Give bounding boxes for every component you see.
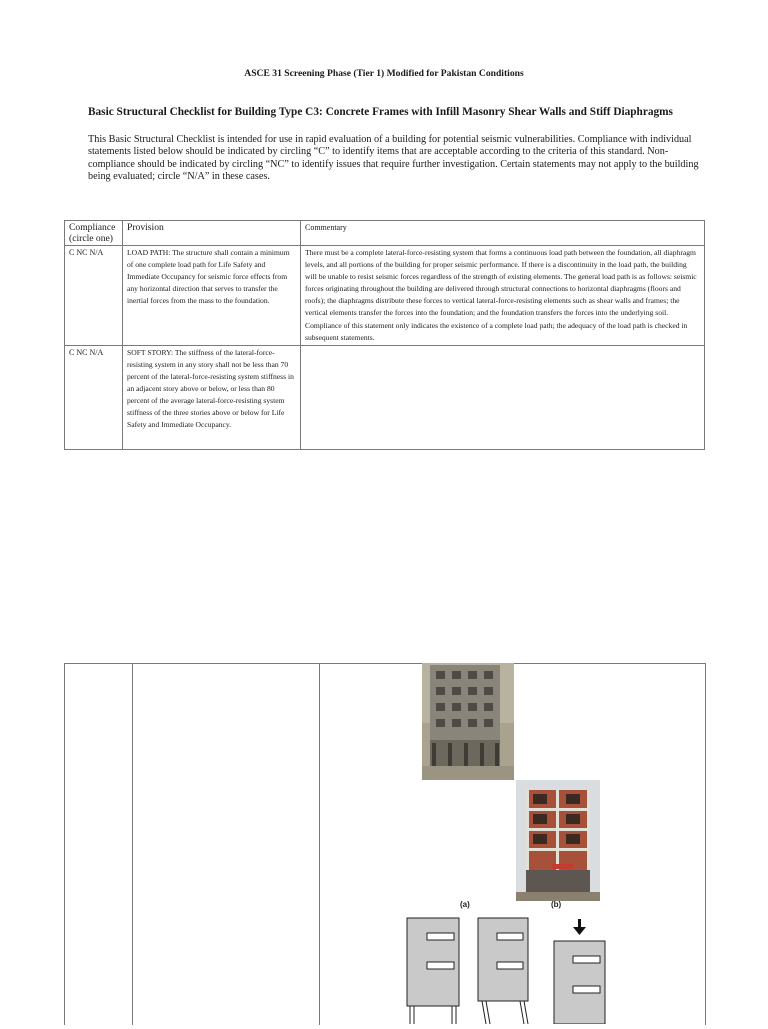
commentary-text: There must be a complete lateral-force-resisting system that forms a continuous load path between the foundation, all diaphragm levels, and all portions of the building for proper seismic performance. If there is a discontinuity in the load path, the building will be unable to resist seismic forces regardless of the strength of existing elements. The general load path is as follows: seismic forces originating throughout the building are delivered through structural connections to horizontal diaphragms (floors and roofs); the diaphragms distribute these forces to vertical lateral-force-resisting elements such as shear walls and frames; the vertical elements transfer the forces into the foundation; and the foundation transfers the forces into the underlying soil. Compliance of this statement only indicates the existence of a complete load path; the adequacy of the load path is checked in subsequent statements. (301, 246, 705, 346)
commentary-text (301, 345, 705, 449)
soft-story-photo-b (516, 780, 600, 901)
header-commentary: Commentary (301, 221, 705, 246)
provision-text: LOAD PATH: The structure shall contain a minimum of one complete load path for Life Safety and Immediate Occupancy for seismic force effects from any horizontal direction that serves to transfer the inertial forces from the mass to the foundation. (123, 246, 301, 346)
checklist-table (64, 220, 705, 450)
figure-label-a: (a) (460, 900, 470, 909)
intro-paragraph: This Basic Structural Checklist is intended for use in rapid evaluation of a building for potential seismic vulnerabilities. Compliance with individual statements listed below should be indicated by circling “C” to identify items that are acceptable according to the criteria of this standard. Non-compliance should be indicated by circling “NC” to identify issues that require further investigation. Certain statements may not apply to the building being evaluated; circle “N/A” in these cases. (88, 134, 699, 182)
page-title: ASCE 31 Screening Phase (Tier 1) Modified for Pakistan Conditions (244, 68, 524, 79)
compliance-options[interactable]: C NC N/A (65, 345, 123, 449)
figure-label-b: (b) (551, 900, 562, 909)
header-provision: Provision (123, 221, 301, 246)
table-header-row (65, 221, 705, 246)
soft-story-diagram (400, 905, 620, 1024)
soft-story-photo-a (422, 663, 514, 780)
provision-text: SOFT STORY: The stiffness of the lateral-force-resisting system in any story shall not be less than 70 percent of the lateral-force-resisting system stiffness in an adjacent story above or below, or less than 80 percent of the average lateral-force-resisting system stiffness of the three stories above or below for Life Safety and Immediate Occupancy. (123, 345, 301, 449)
table-row (65, 345, 705, 449)
compliance-options[interactable]: C NC N/A (65, 246, 123, 346)
header-compliance: Compliance (circle one) (65, 221, 123, 246)
table-row (65, 246, 705, 346)
checklist-subtitle: Basic Structural Checklist for Building Type C3: Concrete Frames with Infill Masonry Shear Walls and Stiff Diaphragms (88, 106, 673, 118)
